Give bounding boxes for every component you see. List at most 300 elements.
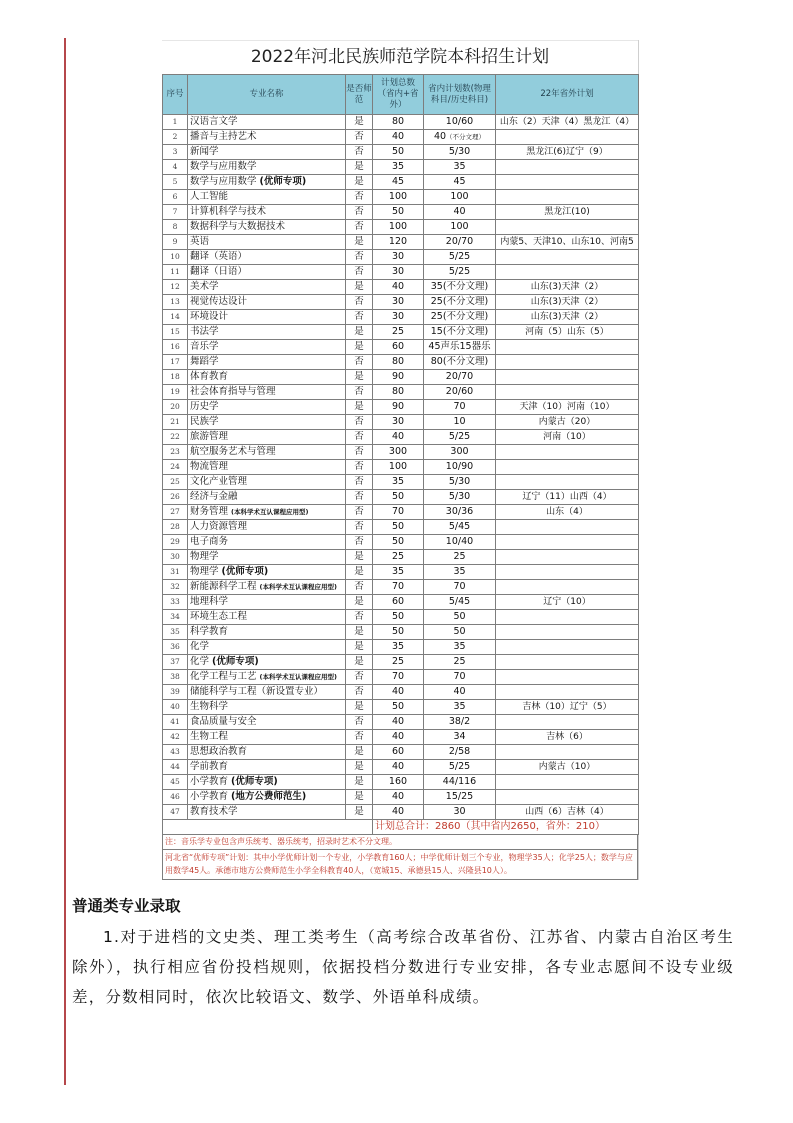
major-name [188, 325, 346, 340]
table-row [163, 355, 639, 370]
in-province-value: 2/58 [448, 746, 471, 757]
in-province-value: 50 [453, 626, 466, 637]
major-name-text: 物理学 [190, 566, 219, 577]
out-province-plan: 山东（4） [496, 505, 639, 520]
in-province-value: 5/45 [448, 596, 471, 607]
table-row [163, 745, 639, 760]
row-number: 10 [163, 250, 188, 265]
out-province-plan [496, 610, 639, 625]
table-header-row [163, 75, 639, 115]
in-province-plan [424, 505, 496, 520]
in-province-plan [424, 280, 496, 295]
in-province-value: 20/60 [445, 386, 474, 397]
table-body [163, 115, 639, 820]
row-number: 32 [163, 580, 188, 595]
row-number: 28 [163, 520, 188, 535]
in-province-value: 5/30 [448, 146, 471, 157]
in-province-plan [424, 790, 496, 805]
major-name [188, 550, 346, 565]
in-province-plan [424, 520, 496, 535]
plan-total: 40 [373, 730, 424, 745]
in-province-plan [424, 490, 496, 505]
row-number: 7 [163, 205, 188, 220]
major-tag: (优师专项) [231, 776, 278, 787]
major-name [188, 355, 346, 370]
plan-total: 35 [373, 640, 424, 655]
in-province-value: 25(不分文理) [430, 311, 489, 322]
row-number: 39 [163, 685, 188, 700]
major-name-text: 旅游管理 [190, 431, 229, 442]
admission-rule-paragraph: 1.对于进档的文史类、理工类考生（高考综合改革省份、江苏省、内蒙古自治区考生除外），执行相应省份投档规则，依据投档分数进行专业安排，各专业志愿间不设专业级差，分数相同时，依次比较语文、数学、外语单科成绩。 [72, 928, 734, 1006]
is-normal: 是 [346, 760, 373, 775]
out-province-plan [496, 130, 639, 145]
row-number: 1 [163, 115, 188, 130]
major-tag-small: (本科学术互认课程应用型) [231, 508, 309, 516]
in-province-plan [424, 550, 496, 565]
out-province-plan: 内蒙古（20） [496, 415, 639, 430]
table-row [163, 760, 639, 775]
out-province-plan: 黑龙江(10) [496, 205, 639, 220]
in-province-value: 35 [453, 566, 466, 577]
plan-total: 60 [373, 595, 424, 610]
major-name-text: 小学教育 [190, 776, 229, 787]
row-number: 33 [163, 595, 188, 610]
major-name [188, 490, 346, 505]
major-name [188, 775, 346, 790]
major-name [188, 715, 346, 730]
plan-total: 40 [373, 805, 424, 820]
plan-total: 25 [373, 325, 424, 340]
row-number: 41 [163, 715, 188, 730]
table-row [163, 115, 639, 130]
major-name [188, 190, 346, 205]
is-normal: 否 [346, 520, 373, 535]
table-row [163, 430, 639, 445]
major-name [188, 295, 346, 310]
table-row [163, 340, 639, 355]
major-name-text: 航空服务艺术与管理 [190, 446, 276, 457]
is-normal: 否 [346, 580, 373, 595]
is-normal: 否 [346, 505, 373, 520]
in-province-value: 70 [453, 581, 466, 592]
out-province-plan: 辽宁（10） [496, 595, 639, 610]
in-province-plan [424, 160, 496, 175]
major-name [188, 655, 346, 670]
table-row [163, 550, 639, 565]
in-province-plan [424, 715, 496, 730]
major-name [188, 130, 346, 145]
in-province-value: 45声乐15器乐 [428, 341, 491, 352]
table-row [163, 160, 639, 175]
major-name [188, 175, 346, 190]
in-province-plan [424, 595, 496, 610]
in-province-value: 35(不分文理) [430, 281, 489, 292]
major-name-text: 数学与应用数学 [190, 176, 257, 187]
in-province-plan [424, 640, 496, 655]
row-number: 19 [163, 385, 188, 400]
major-name-text: 数学与应用数学 [190, 161, 257, 172]
major-tag-small: (本科学术互认课程应用型) [259, 583, 337, 591]
plan-total: 80 [373, 355, 424, 370]
section-heading: 普通类专业录取 [72, 897, 181, 915]
in-province-plan [424, 415, 496, 430]
out-province-plan [496, 220, 639, 235]
plan-total: 25 [373, 655, 424, 670]
major-name-text: 汉语言文学 [190, 116, 238, 127]
table-row [163, 445, 639, 460]
plan-total: 50 [373, 625, 424, 640]
major-name-text: 物流管理 [190, 461, 229, 472]
out-province-plan [496, 445, 639, 460]
major-name-text: 播音与主持艺术 [190, 131, 257, 142]
plan-total: 30 [373, 310, 424, 325]
row-number: 15 [163, 325, 188, 340]
major-name-text: 环境生态工程 [190, 611, 248, 622]
in-province-value: 50 [453, 611, 466, 622]
in-province-plan [424, 580, 496, 595]
row-number: 30 [163, 550, 188, 565]
major-name-text: 新能源科学工程 [190, 581, 257, 592]
table-total-row [163, 820, 639, 835]
is-normal: 否 [346, 490, 373, 505]
plan-total: 50 [373, 535, 424, 550]
major-name [188, 760, 346, 775]
major-name [188, 370, 346, 385]
out-province-plan [496, 460, 639, 475]
out-province-plan: 山东(3)天津（2） [496, 295, 639, 310]
column-header-in-province: 省内计划数(物理科目/历史科目) [424, 75, 496, 115]
in-province-plan [424, 730, 496, 745]
table-row [163, 655, 639, 670]
plan-total: 30 [373, 415, 424, 430]
out-province-plan [496, 175, 639, 190]
row-number: 24 [163, 460, 188, 475]
is-normal: 否 [346, 310, 373, 325]
table-row [163, 685, 639, 700]
enrollment-plan-table [162, 74, 639, 835]
is-normal: 否 [346, 130, 373, 145]
row-number: 6 [163, 190, 188, 205]
in-province-plan [424, 190, 496, 205]
in-province-plan [424, 535, 496, 550]
major-name [188, 670, 346, 685]
major-name-text: 翻译（日语） [190, 266, 248, 277]
plan-total: 50 [373, 700, 424, 715]
major-name [188, 340, 346, 355]
is-normal: 否 [346, 415, 373, 430]
out-province-plan: 山东(3)天津（2） [496, 310, 639, 325]
major-name-text: 人工智能 [190, 191, 229, 202]
major-name-text: 音乐学 [190, 341, 219, 352]
column-header-total: 计划总数（省内+省外） [373, 75, 424, 115]
in-province-plan [424, 325, 496, 340]
in-province-value: 5/30 [448, 491, 471, 502]
major-name [188, 115, 346, 130]
out-province-plan: 黑龙江(6)辽宁（9） [496, 145, 639, 160]
major-name [188, 505, 346, 520]
in-province-value: 10/40 [445, 536, 474, 547]
major-name [188, 790, 346, 805]
in-province-value: 100 [450, 221, 469, 232]
out-province-plan [496, 520, 639, 535]
row-number: 36 [163, 640, 188, 655]
major-name-text: 化学 [190, 641, 210, 652]
row-number: 20 [163, 400, 188, 415]
out-province-plan: 山西（6）吉林（4） [496, 805, 639, 820]
major-tag: (优师专项) [212, 656, 259, 667]
plan-total: 160 [373, 775, 424, 790]
in-province-value: 15/25 [445, 791, 474, 802]
out-province-plan [496, 535, 639, 550]
out-province-plan [496, 640, 639, 655]
in-province-plan [424, 460, 496, 475]
table-row [163, 475, 639, 490]
is-normal: 是 [346, 595, 373, 610]
out-province-plan: 内蒙5、天津10、山东10、河南5 [496, 235, 639, 250]
is-normal: 否 [346, 190, 373, 205]
in-province-plan [424, 565, 496, 580]
row-number: 21 [163, 415, 188, 430]
is-normal: 是 [346, 325, 373, 340]
row-number: 11 [163, 265, 188, 280]
major-name [188, 580, 346, 595]
is-normal: 否 [346, 250, 373, 265]
table-row [163, 220, 639, 235]
in-province-value: 5/25 [448, 251, 471, 262]
major-name [188, 685, 346, 700]
out-province-plan [496, 565, 639, 580]
plan-total: 80 [373, 115, 424, 130]
row-number: 17 [163, 355, 188, 370]
major-name-text: 思想政治教育 [190, 746, 248, 757]
major-name [188, 460, 346, 475]
in-province-value: 10/60 [445, 116, 474, 127]
in-province-plan [424, 220, 496, 235]
row-number: 23 [163, 445, 188, 460]
in-province-plan [424, 370, 496, 385]
row-number: 40 [163, 700, 188, 715]
row-number: 34 [163, 610, 188, 625]
major-name-text: 美术学 [190, 281, 219, 292]
in-province-value: 20/70 [445, 236, 474, 247]
plan-total: 70 [373, 580, 424, 595]
plan-total: 90 [373, 370, 424, 385]
plan-total: 70 [373, 670, 424, 685]
is-normal: 是 [346, 280, 373, 295]
table-row [163, 385, 639, 400]
out-province-plan [496, 625, 639, 640]
table-row [163, 175, 639, 190]
major-name-text: 生物科学 [190, 701, 229, 712]
table-row [163, 460, 639, 475]
table-row [163, 325, 639, 340]
major-name-text: 化学工程与工艺 [190, 671, 257, 682]
is-normal: 否 [346, 385, 373, 400]
major-name [188, 160, 346, 175]
row-number: 14 [163, 310, 188, 325]
out-province-plan [496, 370, 639, 385]
in-province-value: 25 [453, 551, 466, 562]
table-note-music: 注：音乐学专业包含声乐统考、器乐统考，招录时艺术不分文理。 [162, 835, 638, 850]
out-province-plan [496, 250, 639, 265]
out-province-plan [496, 670, 639, 685]
in-province-value: 25(不分文理) [430, 296, 489, 307]
table-row [163, 130, 639, 145]
table-row [163, 700, 639, 715]
is-normal: 是 [346, 235, 373, 250]
plan-total: 40 [373, 760, 424, 775]
table-row [163, 790, 639, 805]
in-province-plan [424, 310, 496, 325]
out-province-plan [496, 775, 639, 790]
major-name-text: 生物工程 [190, 731, 229, 742]
in-province-plan [424, 445, 496, 460]
is-normal: 是 [346, 340, 373, 355]
is-normal: 否 [346, 715, 373, 730]
plan-total: 50 [373, 520, 424, 535]
in-province-value: 70 [453, 401, 466, 412]
table-row [163, 205, 639, 220]
table-row [163, 145, 639, 160]
in-province-plan [424, 340, 496, 355]
total-spacer [163, 820, 188, 835]
plan-total: 50 [373, 490, 424, 505]
major-name-text: 人力资源管理 [190, 521, 248, 532]
table-row [163, 730, 639, 745]
page-margin-line [64, 38, 66, 1085]
in-province-value: 34 [453, 731, 466, 742]
major-name-text: 小学教育 [190, 791, 229, 802]
major-name-text: 地理科学 [190, 596, 229, 607]
table-row [163, 415, 639, 430]
major-name [188, 415, 346, 430]
is-normal: 否 [346, 610, 373, 625]
total-spacer [188, 820, 346, 835]
row-number: 2 [163, 130, 188, 145]
out-province-plan: 山东(3)天津（2） [496, 280, 639, 295]
major-name [188, 205, 346, 220]
in-province-value: 35 [453, 701, 466, 712]
plan-total: 30 [373, 250, 424, 265]
major-name [188, 730, 346, 745]
plan-total: 90 [373, 400, 424, 415]
plan-total: 30 [373, 265, 424, 280]
major-tag: (地方公费师范生) [231, 791, 307, 802]
major-name [188, 310, 346, 325]
major-name [188, 625, 346, 640]
is-normal: 是 [346, 160, 373, 175]
out-province-plan: 天津（10）河南（10） [496, 400, 639, 415]
in-province-plan [424, 700, 496, 715]
plan-total: 40 [373, 685, 424, 700]
in-province-value: 5/25 [448, 431, 471, 442]
plan-total: 100 [373, 220, 424, 235]
in-province-value: 45 [453, 176, 466, 187]
major-name [188, 640, 346, 655]
row-number: 22 [163, 430, 188, 445]
in-province-plan [424, 145, 496, 160]
plan-total: 100 [373, 190, 424, 205]
in-province-plan [424, 115, 496, 130]
table-row [163, 595, 639, 610]
is-normal: 否 [346, 685, 373, 700]
major-name [188, 520, 346, 535]
table-row [163, 265, 639, 280]
major-name-text: 书法学 [190, 326, 219, 337]
in-province-value: 5/25 [448, 266, 471, 277]
is-normal: 是 [346, 175, 373, 190]
row-number: 37 [163, 655, 188, 670]
major-name [188, 235, 346, 250]
major-name [188, 430, 346, 445]
table-row [163, 295, 639, 310]
table-row [163, 310, 639, 325]
major-name-text: 新闻学 [190, 146, 219, 157]
major-name-text: 物理学 [190, 551, 219, 562]
out-province-plan: 辽宁（11）山西（4） [496, 490, 639, 505]
in-province-plan [424, 475, 496, 490]
major-name [188, 565, 346, 580]
is-normal: 是 [346, 805, 373, 820]
table-row [163, 640, 639, 655]
in-province-value: 70 [453, 671, 466, 682]
table-row [163, 775, 639, 790]
major-name [188, 280, 346, 295]
out-province-plan [496, 385, 639, 400]
is-normal: 是 [346, 655, 373, 670]
is-normal: 否 [346, 445, 373, 460]
in-province-value: 35 [453, 641, 466, 652]
is-normal: 否 [346, 670, 373, 685]
major-name-text: 英语 [190, 236, 210, 247]
in-province-value: 40 [433, 131, 447, 142]
in-province-value: 5/30 [448, 476, 471, 487]
plan-total: 100 [373, 460, 424, 475]
plan-total: 300 [373, 445, 424, 460]
major-name-text: 环境设计 [190, 311, 229, 322]
in-province-plan [424, 385, 496, 400]
table-row [163, 490, 639, 505]
major-name-text: 储能科学与工程（新设置专业） [190, 686, 324, 697]
table-row [163, 580, 639, 595]
in-province-plan [424, 625, 496, 640]
major-name [188, 535, 346, 550]
out-province-plan [496, 715, 639, 730]
plan-total: 25 [373, 550, 424, 565]
in-province-plan [424, 655, 496, 670]
table-row [163, 400, 639, 415]
row-number: 25 [163, 475, 188, 490]
in-province-value: 20/70 [445, 371, 474, 382]
major-name-text: 化学 [190, 656, 210, 667]
plan-total: 35 [373, 475, 424, 490]
is-normal: 否 [346, 145, 373, 160]
in-province-note: （不分文理） [446, 133, 486, 141]
in-province-plan [424, 805, 496, 820]
out-province-plan [496, 580, 639, 595]
is-normal: 否 [346, 730, 373, 745]
major-name-text: 电子商务 [190, 536, 229, 547]
plan-total: 70 [373, 505, 424, 520]
is-normal: 否 [346, 205, 373, 220]
is-normal: 是 [346, 745, 373, 760]
in-province-plan [424, 295, 496, 310]
major-name-text: 文化产业管理 [190, 476, 248, 487]
in-province-value: 30/36 [445, 506, 474, 517]
plan-total: 120 [373, 235, 424, 250]
row-number: 13 [163, 295, 188, 310]
row-number: 47 [163, 805, 188, 820]
